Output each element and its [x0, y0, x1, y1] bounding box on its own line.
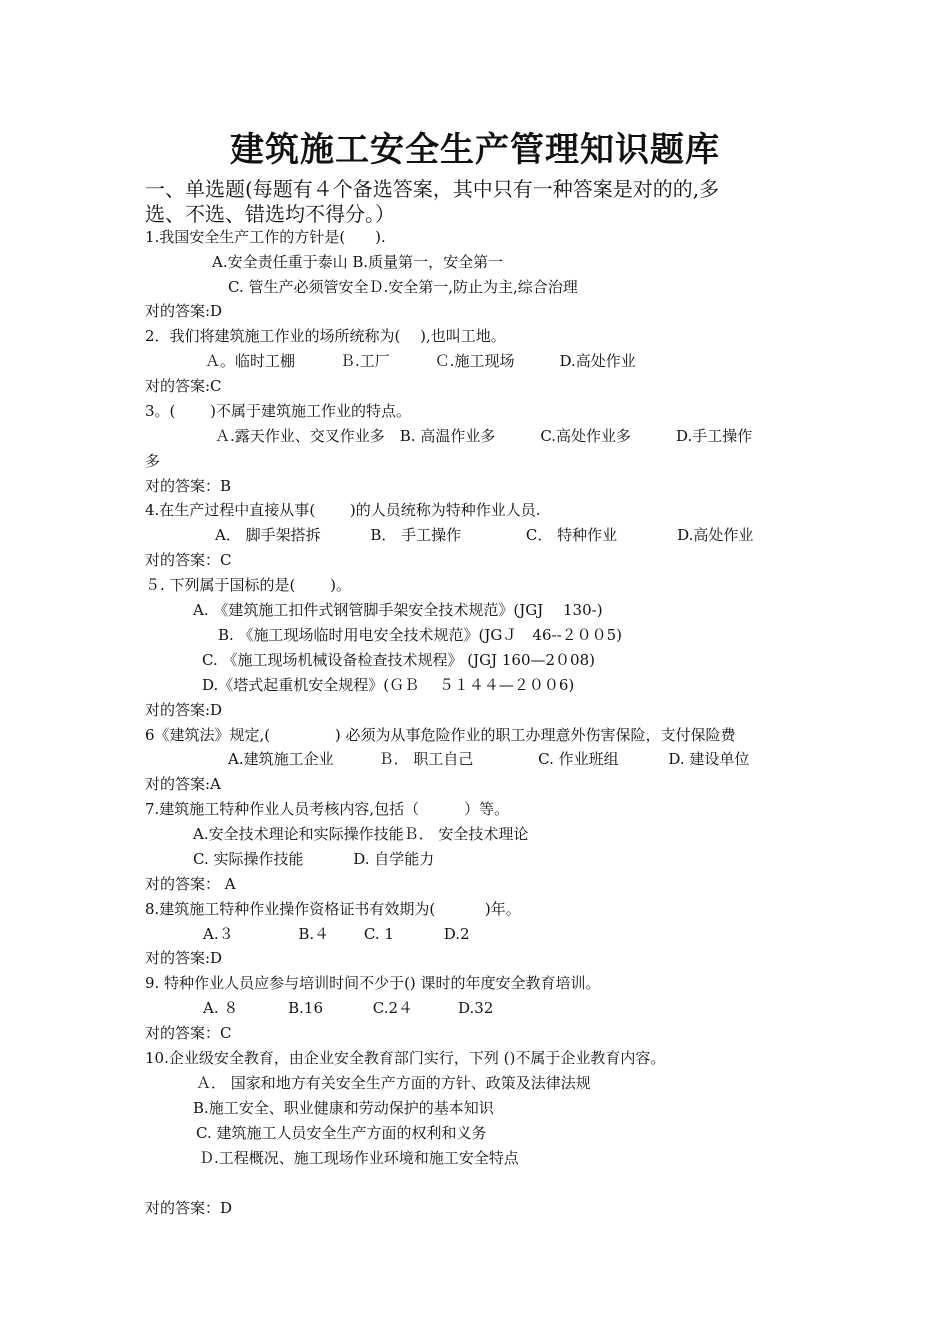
question-10-option-b: B.施工安全、职业健康和劳动保护的基本知识 — [193, 1099, 494, 1117]
question-5-answer: 对的答案:D — [145, 701, 223, 719]
question-9-answer: 对的答案：C — [145, 1024, 232, 1042]
question-3-options: Ａ.露天作业、交叉作业多 B. 高温作业多 C.高处作业多 D.手工操作 — [215, 427, 753, 445]
question-4-answer: 对的答案：C — [145, 551, 232, 569]
question-7-answer: 对的答案： A — [145, 875, 236, 893]
question-3-answer: 对的答案：B — [145, 477, 232, 495]
question-10-answer: 对的答案：D — [145, 1199, 233, 1217]
question-5-stem: ５. 下列属于国标的是( )。 — [145, 576, 352, 594]
question-3-options-continued: 多 — [145, 452, 161, 470]
document-title: 建筑施工安全生产管理知识题库 — [230, 130, 720, 170]
question-9-stem: 9. 特种作业人员应参与培训时间不少于() 课时的年度安全教育培训。 — [145, 974, 601, 992]
section-heading-line-1: 一、单选题(每题有４个备选答案，其中只有一种答案是对的的,多 — [145, 177, 720, 201]
question-10-option-c: C. 建筑施工人员安全生产方面的权利和义务 — [196, 1124, 487, 1142]
question-1-options-line-2: C. 管生产必须管安全Ｄ.安全第一,防止为主,综合治理 — [228, 278, 578, 296]
section-heading-line-2: 选、不选、错选均不得分。） — [145, 202, 395, 226]
question-7-options-line-1: A.安全技术理论和实际操作技能Ｂ． 安全技术理论 — [193, 825, 529, 843]
question-5-option-d: D.《塔式起重机安全规程》(ＧＢ ５１４４—２００6) — [202, 676, 575, 694]
question-10-option-a: Ａ． 国家和地方有关安全生产方面的方针、政策及法律法规 — [196, 1074, 591, 1092]
question-6-stem: 6《建筑法》规定,( ) 必须为从事危险作业的职工办理意外伤害保险，支付保险费 — [145, 726, 736, 744]
question-9-options: A. ８ B.16 C.2４ D.32 — [203, 999, 494, 1017]
question-2-answer: 对的答案:C — [145, 377, 222, 395]
question-8-options: A.３ B.４ C. 1 D.2 — [203, 925, 470, 943]
question-7-options-line-2: C. 实际操作技能 D. 自学能力 — [193, 850, 435, 868]
question-1-options-line-1: A.安全责任重于泰山 B.质量第一，安全第一 — [212, 253, 504, 271]
question-4-options: A． 脚手架搭拆 B． 手工操作 C． 特种作业 D.高处作业 — [215, 526, 754, 544]
question-7-stem: 7.建筑施工特种作业人员考核内容,包括（ ）等。 — [145, 800, 510, 818]
question-3-stem: 3。( )不属于建筑施工作业的特点。 — [145, 402, 412, 420]
question-5-option-b: B. 《施工现场临时用电安全技术规范》(JGＪ 46--２００5) — [218, 626, 623, 644]
question-6-options: A.建筑施工企业 Ｂ． 职工自己 C. 作业班组 D. 建设单位 — [228, 750, 750, 768]
question-5-option-c: C. 《施工现场机械设备检查技术规程》 (JGJ 160—2０08) — [202, 651, 595, 669]
question-2-stem: 2．我们将建筑施工作业的场所统称为( ),也叫工地。 — [145, 327, 506, 345]
question-4-stem: 4.在生产过程中直接从事( )的人员统称为特种作业人员. — [145, 501, 541, 519]
question-8-answer: 对的答案:D — [145, 949, 223, 967]
question-1-answer: 对的答案:D — [145, 302, 223, 320]
question-8-stem: 8.建筑施工特种作业操作资格证书有效期为( )年。 — [145, 900, 521, 918]
question-1-stem: 1.我国安全生产工作的方针是( ). — [145, 228, 386, 246]
question-2-options: Ａ。临时工棚 Ｂ.工厂 Ｃ.施工现场 D.高处作业 — [205, 352, 636, 370]
question-5-option-a: A. 《建筑施工扣件式钢管脚手架安全技术规范》(JGJ 130-) — [193, 601, 603, 619]
question-10-stem: 10.企业级安全教育，由企业安全教育部门实行，下列 ()不属于企业教育内容。 — [145, 1049, 666, 1067]
question-6-answer: 对的答案:A — [145, 775, 221, 793]
question-10-option-d: Ｄ.工程概况、施工现场作业环境和施工安全特点 — [199, 1149, 519, 1167]
